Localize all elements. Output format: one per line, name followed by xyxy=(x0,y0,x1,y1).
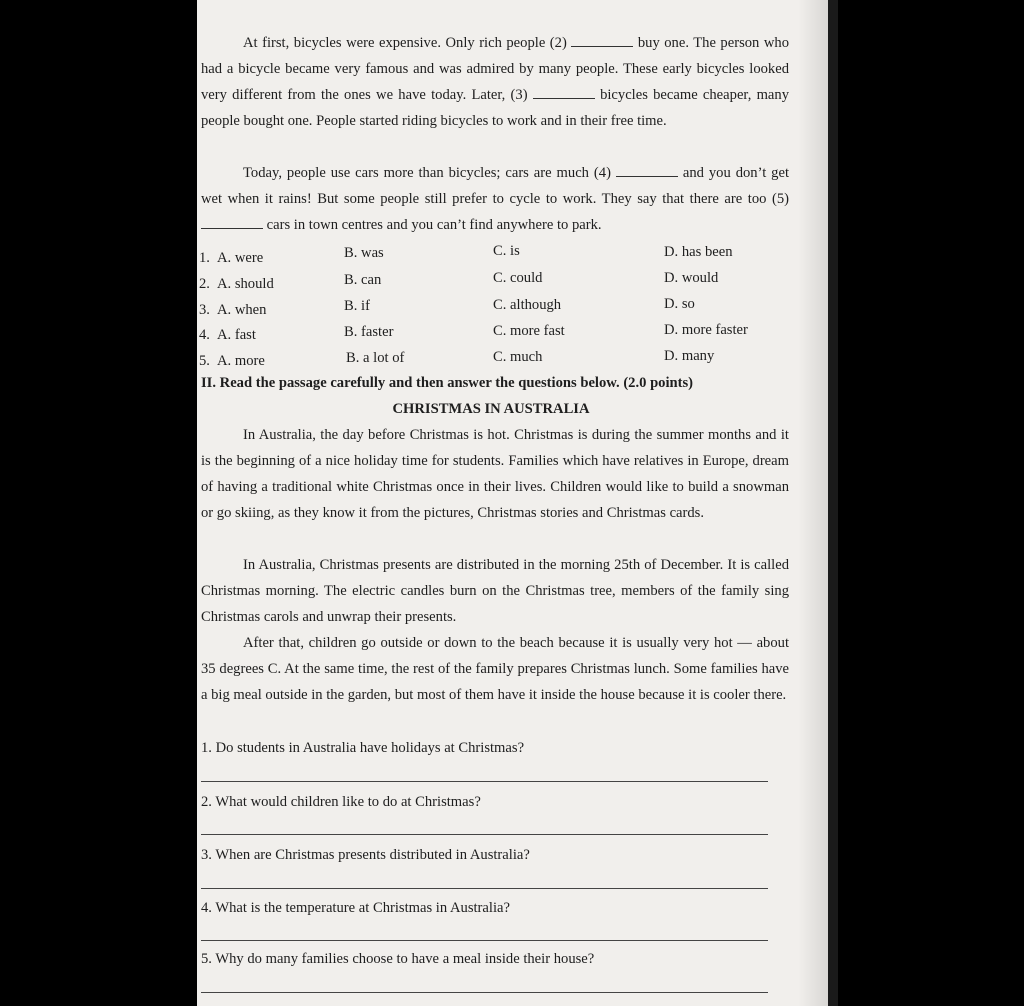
option-c: C. much xyxy=(493,349,543,365)
passage-text: After that, children go outside or down to the beach because it is usually very hot — about 35 degrees C. At the same time, the rest of the family prepares Christmas lunch. Some families have a big meal outside in the garden, but most of them have it inside the house because it is cooler there. xyxy=(201,635,789,703)
worksheet-page xyxy=(197,0,828,1006)
option-c: C. although xyxy=(493,297,562,313)
option-number: 4. xyxy=(199,327,210,343)
page-edge xyxy=(828,0,838,1006)
blank-5 xyxy=(201,214,263,229)
cloze-text: cars in town centres and you can’t find anywhere to park. xyxy=(266,217,602,233)
blank-3 xyxy=(533,84,595,99)
option-d: D. many xyxy=(664,348,715,364)
cloze-paragraph-1 xyxy=(201,30,789,134)
answer-line[interactable] xyxy=(201,781,768,782)
option-d: D. would xyxy=(664,270,719,286)
question: 2. What would children like to do at Christmas? xyxy=(201,794,481,810)
question: 3. When are Christmas presents distributed in Australia? xyxy=(201,847,530,863)
option-a: A. should xyxy=(217,276,274,292)
cloze-text: buy one. The person who had a bicycle became very famous and was admired by many people. These early bicycles looked very different from the ones we have today. Later, (3) xyxy=(201,35,789,103)
option-number: 2. xyxy=(199,276,210,292)
answer-line[interactable] xyxy=(201,888,768,889)
answer-line[interactable] xyxy=(201,940,768,941)
option-a: A. when xyxy=(217,302,267,318)
cloze-text: At first, bicycles were expensive. Only rich people (2) xyxy=(243,35,567,51)
passage-title: CHRISTMAS IN AUSTRALIA xyxy=(392,401,590,417)
passage-text: In Australia, the day before Christmas is hot. Christmas is during the summer months and it is the beginning of a nice holiday time for students. Families which have relatives in Europe, dream of having a traditional white Christmas once in their lives. Children would like to build a snowman or go skiing, as they know it from the pictures, Christmas stories and Christmas cards. xyxy=(201,427,789,521)
passage-paragraph-3 xyxy=(201,630,789,708)
section-heading: II. Read the passage carefully and then answer the questions below. (2.0 points) xyxy=(201,375,694,391)
passage-paragraph-1 xyxy=(201,422,789,526)
option-a: A. more xyxy=(217,353,265,369)
option-a: A. were xyxy=(217,250,264,266)
answer-line[interactable] xyxy=(201,834,768,835)
option-number: 5. xyxy=(199,353,210,369)
cloze-paragraph-2 xyxy=(201,160,789,238)
option-c: C. more fast xyxy=(493,323,565,339)
cloze-text: bicycles became cheaper, many people bought one. People started riding bicycles to work and in their free time. xyxy=(201,87,790,129)
question: 5. Why do many families choose to have a meal inside their house? xyxy=(201,951,595,967)
answer-line[interactable] xyxy=(201,992,768,993)
option-b: B. faster xyxy=(344,324,394,340)
question: 1. Do students in Australia have holidays at Christmas? xyxy=(201,740,525,756)
option-b: B. can xyxy=(344,272,382,288)
passage-text: In Australia, Christmas presents are distributed in the morning 25th of December. It is called Christmas morning. The electric candles burn on the Christmas tree, members of the family sing Christmas carols and unwrap their presents. xyxy=(201,557,789,625)
blank-2 xyxy=(571,32,633,47)
option-c: C. could xyxy=(493,270,543,286)
passage-paragraph-2 xyxy=(201,552,789,630)
option-a: A. fast xyxy=(217,327,256,343)
question: 4. What is the temperature at Christmas in Australia? xyxy=(201,900,510,916)
cloze-text: Today, people use cars more than bicycles; cars are much (4) xyxy=(243,165,611,181)
cloze-text: and you don’t get wet when it rains! But some people still prefer to cycle to work. They say that there are too (5) xyxy=(201,165,790,207)
option-d: D. has been xyxy=(664,244,733,260)
option-number: 3. xyxy=(199,302,210,318)
option-b: B. was xyxy=(344,245,384,261)
option-d: D. so xyxy=(664,296,695,312)
option-c: C. is xyxy=(493,243,520,259)
option-number: 1. xyxy=(199,250,210,266)
option-d: D. more faster xyxy=(664,322,748,338)
blank-4 xyxy=(616,162,678,177)
option-b: B. if xyxy=(344,298,370,314)
option-b: B. a lot of xyxy=(346,350,405,366)
page-shadow xyxy=(798,0,828,1006)
